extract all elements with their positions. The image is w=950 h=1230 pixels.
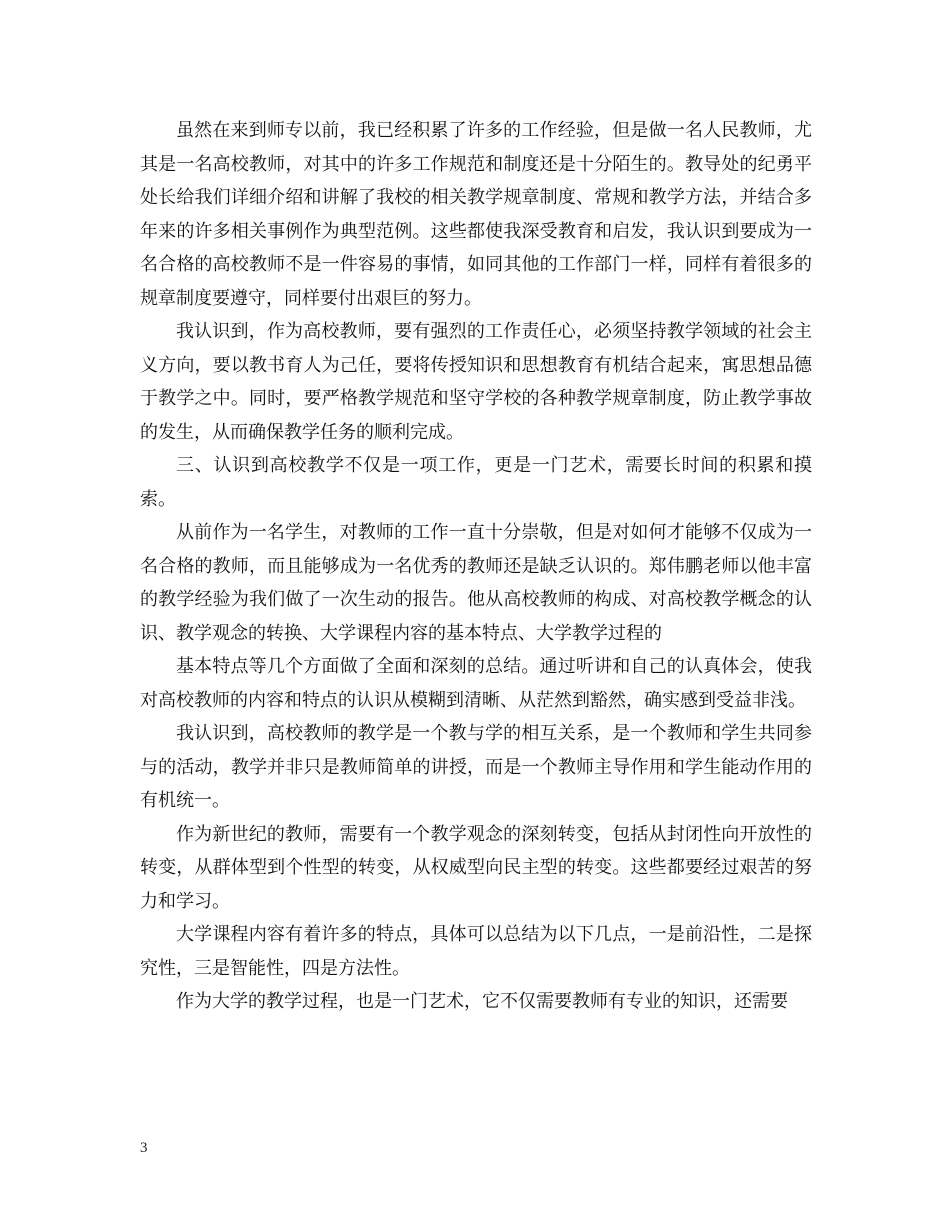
paragraph-7: 作为新世纪的教师，需要有一个教学观念的深刻转变，包括从封闭性向开放性的转变，从群体型到个性型的转变，从权威型向民主型的转变。这些都要经过艰苦的努力和学习。	[140, 823, 812, 912]
paragraph-6: 我认识到，高校教师的教学是一个教与学的相互关系，是一个教师和学生共同参与的活动，教学并非只是教师简单的讲授，而是一个教师主导作用和学生能动作用的有机统一。	[140, 723, 812, 811]
paragraph-2: 我认识到，作为高校教师，要有强烈的工作责任心，必须坚持教学领域的社会主义方向，要以教书育人为己任，要将传授知识和思想教育有机结合起来，寓思想品德于教学之中。同时，要严格教学规范和坚守学校的各种教学规章制度，防止教学事故的发生，从而确保教学任务的顺利完成。	[140, 321, 812, 443]
paragraph-3-heading: 三、认识到高校教学不仅是一项工作，更是一门艺术，需要长时间的积累和摸索。	[140, 455, 812, 510]
page-number: 3	[140, 1140, 148, 1156]
paragraph-1: 虽然在来到师专以前，我已经积累了许多的工作经验，但是做一名人民教师，尤其是一名高校教师，对其中的许多工作规范和制度还是十分陌生的。教导处的纪勇平处长给我们详细介绍和讲解了我校的相关教学规章制度、常规和教学方法，并结合多年来的许多相关事例作为典型范例。这些都使我深受教育和启发，我认识到要成为一名合格的高校教师不是一件容易的事情，如同其他的工作部门一样，同样有着很多的规章制度要遵守，同样要付出艰巨的努力。	[140, 120, 812, 309]
paragraph-9: 作为大学的教学过程，也是一门艺术，它不仅需要教师有专业的知识，还需要	[176, 991, 788, 1012]
body-text	[140, 114, 812, 1019]
paragraph-5: 基本特点等几个方面做了全面和深刻的总结。通过听讲和自己的认真体会，使我对高校教师的内容和特点的认识从模糊到清晰、从茫然到豁然，确实感到受益非浅。	[140, 656, 812, 711]
paragraph-4: 从前作为一名学生，对教师的工作一直十分崇敬，但是对如何才能够不仅成为一名合格的教师，而且能够成为一名优秀的教师还是缺乏认识的。郑伟鹏老师以他丰富的教学经验为我们做了一次生动的报告。他从高校教师的构成、对高校教学概念的认识、教学观念的转换、大学课程内容的基本特点、大学教学过程的	[140, 522, 812, 644]
paragraph-8: 大学课程内容有着许多的特点，具体可以总结为以下几点，一是前沿性，二是探究性，三是智能性，四是方法性。	[140, 924, 812, 979]
